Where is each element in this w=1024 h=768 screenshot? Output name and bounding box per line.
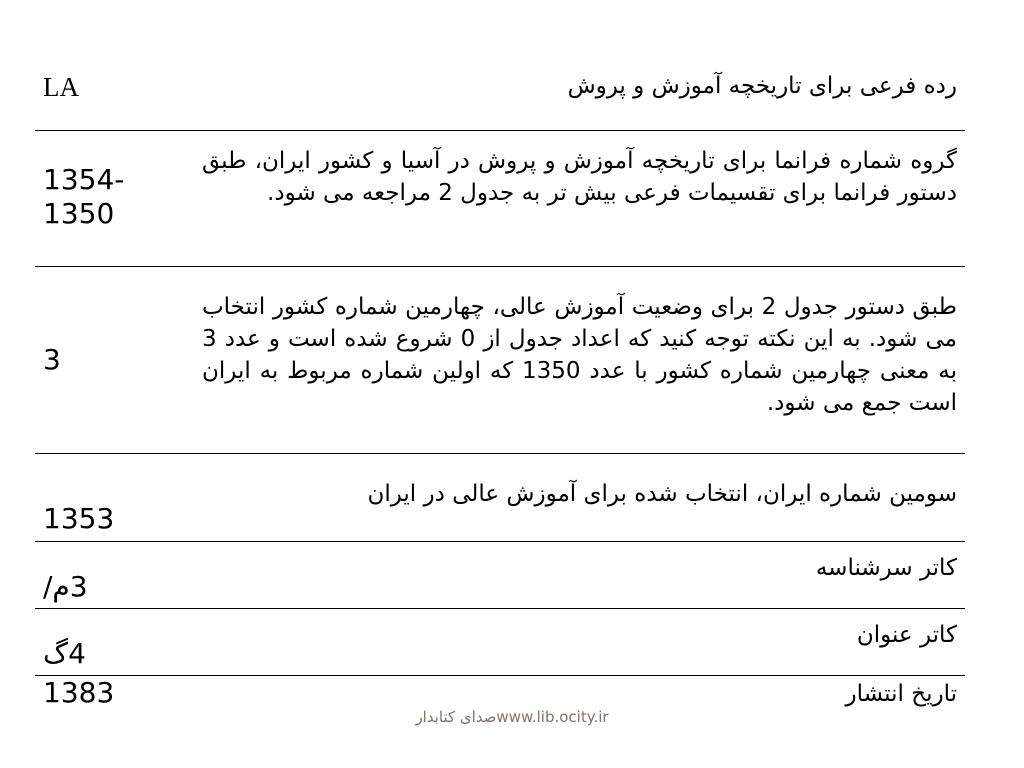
row-value: 3م/ <box>43 570 88 603</box>
table-row <box>35 608 965 675</box>
table-row <box>35 541 965 608</box>
row-value: 4گ <box>43 637 86 670</box>
row-value: 1353 <box>43 502 115 535</box>
catalog-table <box>35 62 965 716</box>
row-description: تاریخ انتشار <box>845 681 957 707</box>
table-row <box>35 453 965 541</box>
footer-website: صدای کتابدارwww.lib.ocity.ir <box>415 708 609 726</box>
row-description: کاتر سرشناسه <box>815 555 957 581</box>
row-value: LA <box>43 72 79 102</box>
row-value-text: 1354-1350 <box>43 163 125 230</box>
row-description: گروه شماره فرانما برای تاریخچه آموزش و پروش در آسیا و کشور ایران، طبق دستور فرانما برای تقسیمات فرعی بیش تر به جدول 2 مراجعه می شود. <box>202 148 957 206</box>
table-row <box>35 62 965 130</box>
row-value: 3 <box>43 343 61 376</box>
row-description: سومین شماره ایران، انتخاب شده برای آموزش عالی در ایران <box>367 481 957 507</box>
table-row <box>35 266 965 453</box>
table-row <box>35 130 965 266</box>
row-value <box>43 163 143 231</box>
row-description: طبق دستور جدول 2 برای وضعیت آموزش عالی، چهارمین شماره کشور انتخاب می شود. به این نکته توجه کنید که اعداد جدول از 0 شروع شده است و عدد 3 به معنی چهارمین شماره کشور با عدد 1350 که اولین شماره مربوط به ایران است جمع می شود. <box>202 294 957 416</box>
row-value: 1383 <box>43 676 115 709</box>
row-description: کاتر عنوان <box>856 622 957 648</box>
row-description: رده فرعی برای تاریخچه آموزش و پروش <box>567 73 957 99</box>
